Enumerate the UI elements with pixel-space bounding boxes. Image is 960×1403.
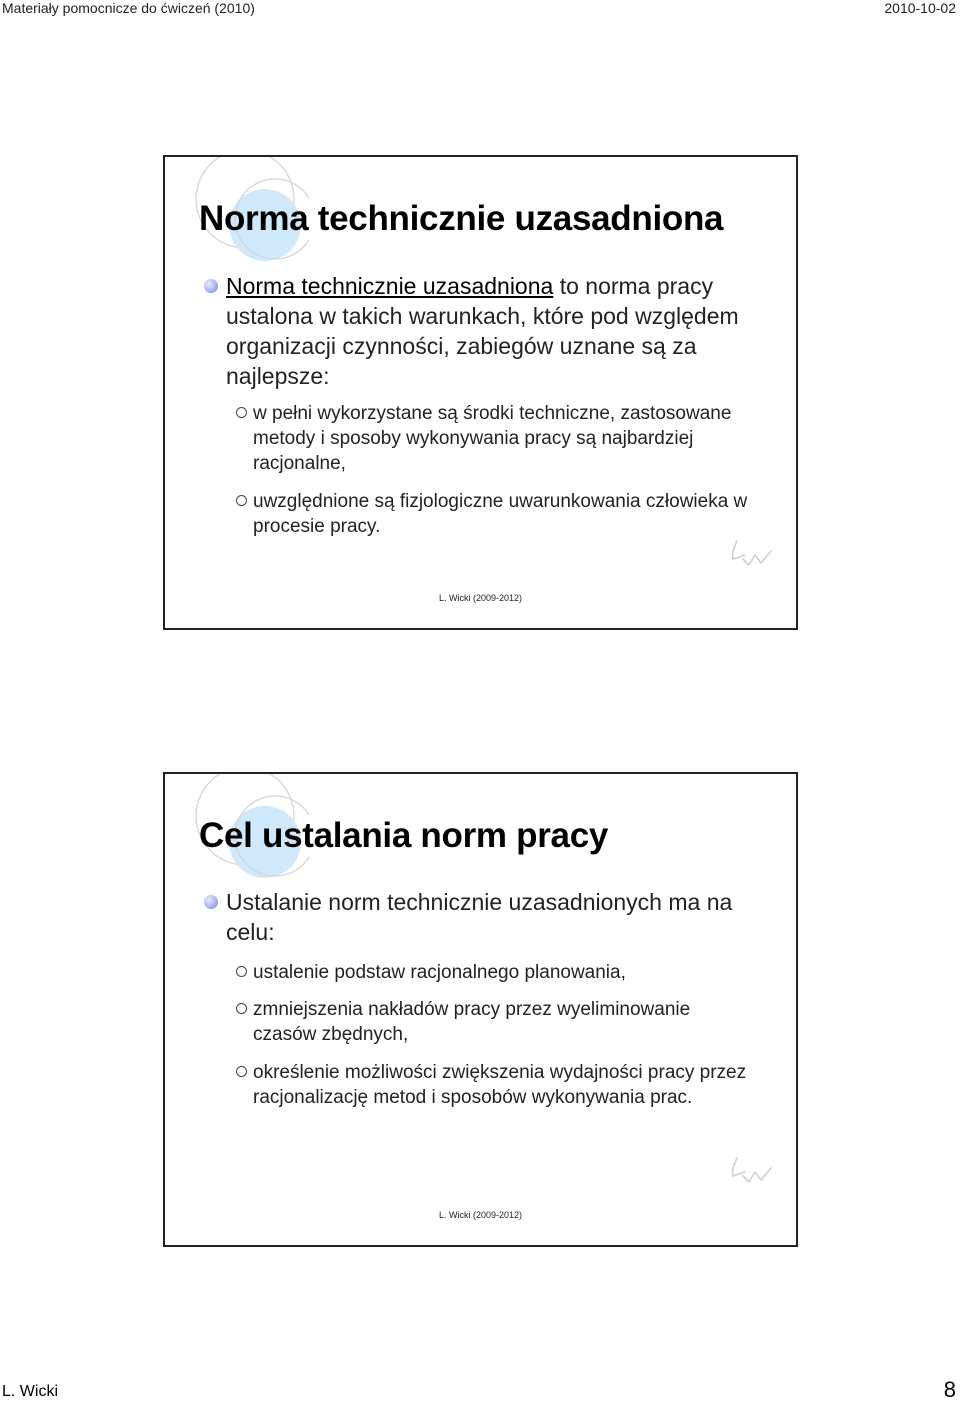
- bullet-text: Ustalanie norm technicznie uzasadnionych ma na celu:: [226, 889, 733, 945]
- sub-bullet-text: w pełni wykorzystane są środki techniczne, zastosowane metody i sposoby wykonywania pracy są najbardziej racjonalne,: [253, 403, 732, 474]
- sub-bullet-text: określenie możliwości zwiększenia wydajności pracy przez racjonalizację metod i sposobów wykonywania prac.: [253, 1062, 747, 1108]
- sub-bullet-item: [253, 997, 753, 1047]
- hollow-bullet-icon: [236, 407, 247, 418]
- slide-title: Norma technicznie uzasadniona: [199, 199, 724, 238]
- sub-bullet-text: ustalenie podstaw racjonalnego planowania,: [253, 962, 626, 983]
- sub-bullet-item: [253, 489, 753, 539]
- page-number: 8: [943, 1377, 956, 1402]
- bullet-text: to norma pracy ustalona w takich warunkach, które pod względem organizacji czynności, zabiegów uznane są za najlepsze:: [226, 273, 739, 389]
- sub-bullet-item: [253, 1060, 753, 1110]
- sub-bullet-text: uwzględnione są fizjologiczne uwarunkowania człowieka w procesie pracy.: [253, 491, 748, 537]
- sub-bullet-item: [253, 960, 753, 985]
- page-footer-author: L. Wicki: [2, 1383, 58, 1400]
- sub-bullet-text: zmniejszenia nakładów pracy przez wyeliminowanie czasów zbędnych,: [253, 999, 691, 1045]
- hollow-bullet-icon: [236, 1003, 247, 1014]
- page-header-title: Materiały pomocnicze do ćwiczeń (2010): [2, 0, 255, 16]
- hollow-bullet-icon: [236, 495, 247, 506]
- signature-logo-icon: [725, 1152, 779, 1188]
- hollow-bullet-icon: [236, 966, 247, 977]
- bullet-icon: [204, 895, 218, 909]
- slide-1: [163, 155, 798, 630]
- slide-credit: L. Wicki (2009-2012): [438, 593, 523, 603]
- slide-title: Cel ustalania norm pracy: [199, 816, 609, 855]
- slide-credit: L. Wicki (2009-2012): [438, 1210, 523, 1220]
- bullet-item: [226, 887, 766, 947]
- hollow-bullet-icon: [236, 1066, 247, 1077]
- bullet-item: [226, 271, 766, 391]
- page-header-date: 2010-10-02: [884, 0, 956, 16]
- slide-2: [163, 772, 798, 1247]
- sub-bullet-item: [253, 401, 753, 476]
- defined-term: Norma technicznie uzasadniona: [226, 273, 554, 299]
- bullet-icon: [204, 279, 218, 293]
- signature-logo-icon: [725, 535, 779, 571]
